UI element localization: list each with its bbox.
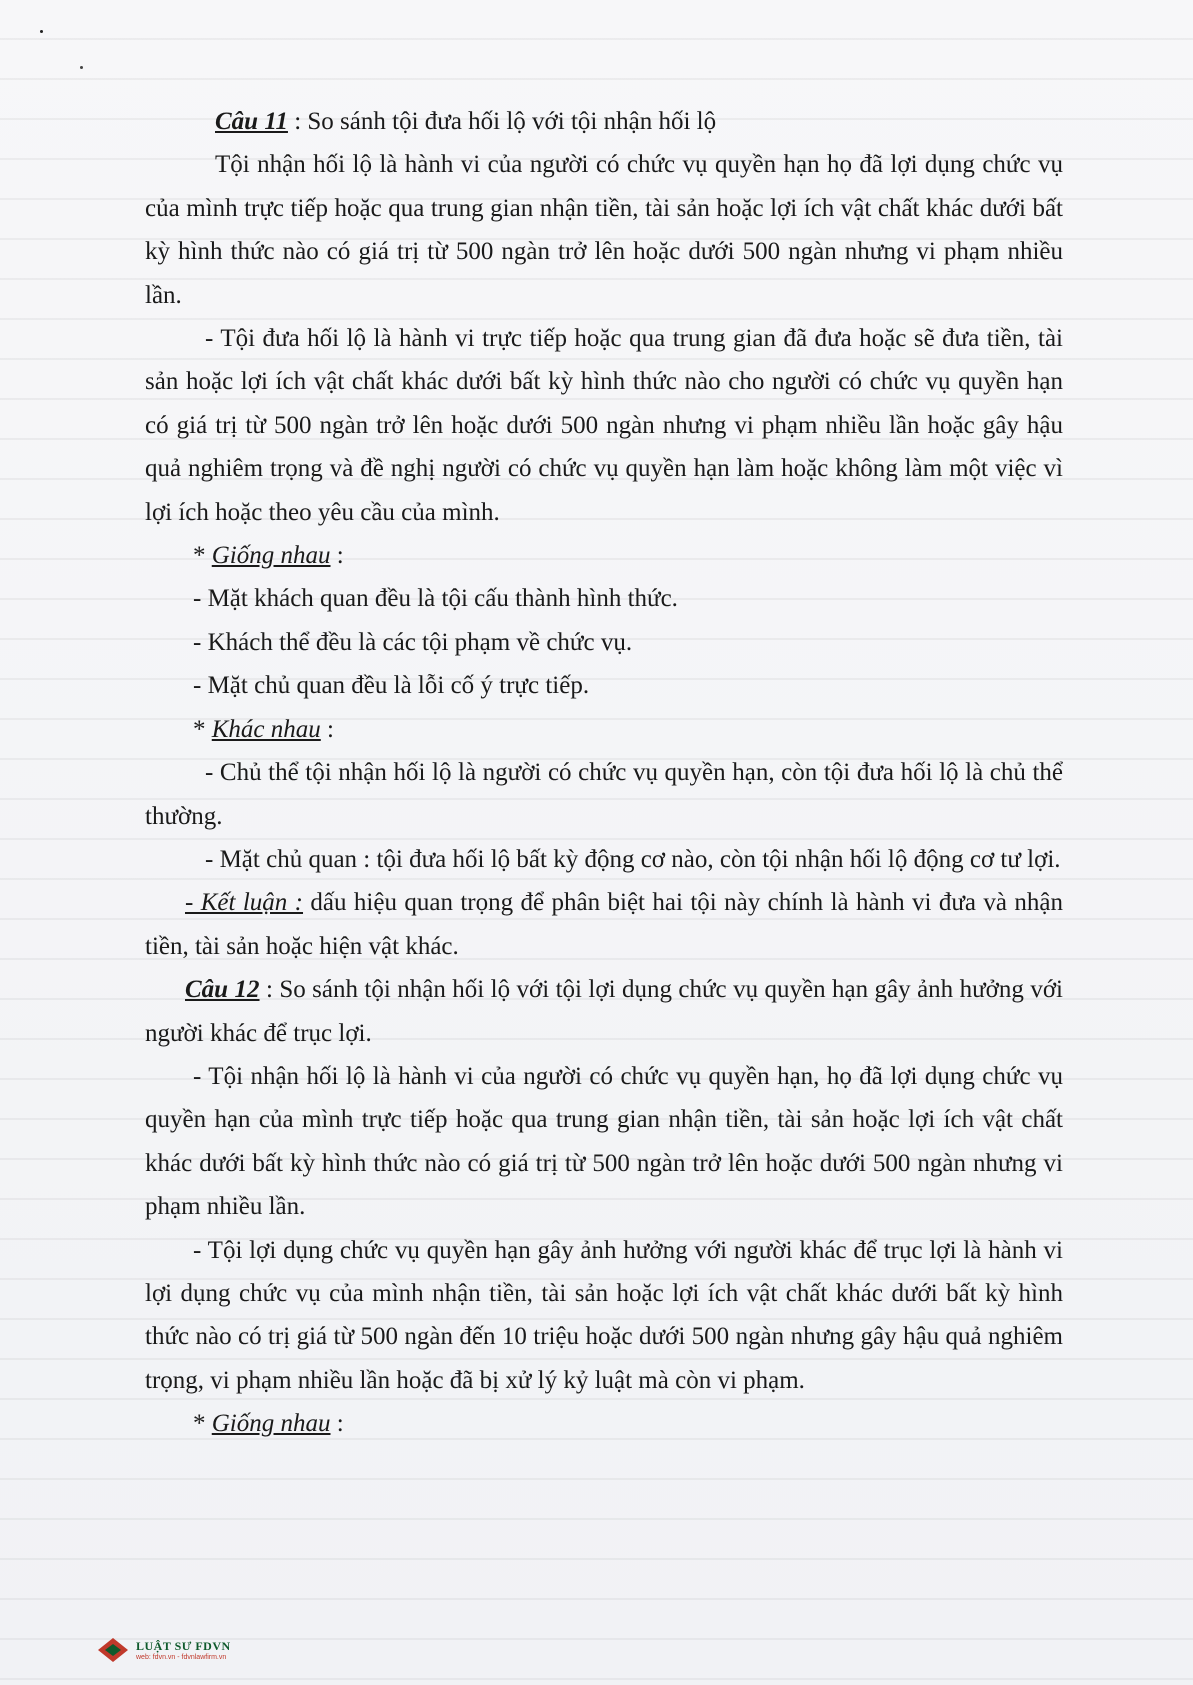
differences-label: Khác nhau: [211, 715, 321, 743]
scan-speck: [40, 30, 43, 33]
fdvn-logo-icon: [96, 1636, 130, 1664]
similarities-heading: [145, 534, 1063, 577]
similarities-label: Giống nhau: [211, 1410, 331, 1438]
footer-logo: [96, 1630, 356, 1670]
similarities-label: Giống nhau: [211, 542, 331, 570]
list-item: - Mặt khách quan đều là tội cấu thành hình thức.: [193, 585, 678, 613]
bullet-star: *: [193, 542, 212, 570]
conclusion-label: - Kết luận :: [185, 889, 304, 917]
question-12-heading: [145, 968, 1063, 1055]
question-11-label: Câu 11: [215, 108, 288, 135]
list-item: - Chủ thể tội nhận hối lộ là người có chức vụ quyền hạn, còn tội đưa hối lộ là chủ thể thường.: [145, 759, 1063, 830]
paragraph: - Tội đưa hối lộ là hành vi trực tiếp hoặc qua trung gian đã đưa hoặc sẽ đưa tiền, tài sản hoặc lợi ích vật chất khác dưới bất kỳ hình thức nào cho người có chức vụ quyền hạn có giá trị từ 500 ngàn trở lên hoặc dưới 500 ngàn nhưng vi phạm nhiều lần hoặc gây hậu quả nghiêm trọng và đề nghị người có chức vụ quyền hạn làm hoặc không làm một việc vì lợi ích hoặc theo yêu cầu của mình.: [145, 325, 1063, 526]
question-12-label: Câu 12: [185, 976, 260, 1004]
logo-name: LUẬT SƯ FDVN: [136, 1639, 231, 1653]
paragraph: Tội nhận hối lộ là hành vi của người có chức vụ quyền hạn họ đã lợi dụng chức vụ của mình trực tiếp hoặc qua trung gian nhận tiền, tài sản hoặc lợi ích vật chất khác dưới bất kỳ hình thức nào có giá trị từ 500 ngàn trở lên hoặc dưới 500 ngàn nhưng vi phạm nhiều lần.: [145, 151, 1063, 309]
conclusion: [145, 881, 1063, 968]
question-11-heading: [145, 100, 1063, 143]
document-body: [145, 100, 1063, 1446]
question-11-title: : So sánh tội đưa hối lộ với tội nhận hối lộ: [287, 108, 717, 135]
logo-subtitle: web: fdvn.vn - fdvnlawfirm.vn: [136, 1654, 227, 1661]
colon: :: [320, 715, 334, 743]
list-item: - Mặt chủ quan : tội đưa hối lộ bất kỳ động cơ nào, còn tội nhận hối lộ động cơ tư lợi.: [205, 845, 1061, 873]
colon: :: [330, 1410, 344, 1438]
colon: :: [330, 542, 344, 570]
conclusion-text: dấu hiệu quan trọng để phân biệt hai tội này chính là hành vi đưa và nhận tiền, tài sản hoặc hiện vật khác.: [145, 889, 1063, 960]
bullet-star: *: [193, 715, 212, 743]
paragraph: - Tội nhận hối lộ là hành vi của người có chức vụ quyền hạn, họ đã lợi dụng chức vụ quyền hạn của mình trực tiếp hoặc qua trung gian nhận tiền, tài sản hoặc lợi ích vật chất khác dưới bất kỳ hình thức nào có giá trị từ 500 ngàn trở lên hoặc dưới 500 ngàn nhưng vi phạm nhiều lần.: [145, 1062, 1063, 1221]
paragraph: - Tội lợi dụng chức vụ quyền hạn gây ảnh hưởng với người khác để trục lợi là hành vi lợi dụng chức vụ của mình nhận tiền, tài sản hoặc lợi ích vật chất khác dưới bất kỳ hình thức nào có trị giá từ 500 ngàn đến 10 triệu hoặc dưới 500 ngàn nhưng gây hậu quả nghiêm trọng, vi phạm nhiều lần hoặc đã bị xử lý kỷ luật mà còn vi phạm.: [145, 1236, 1063, 1394]
logo-text: [136, 1639, 231, 1661]
question-12-title: : So sánh tội nhận hối lộ với tội lợi dụng chức vụ quyền hạn gây ảnh hưởng với người khác để trục lợi.: [145, 976, 1063, 1047]
list-item: - Khách thể đều là các tội phạm về chức vụ.: [193, 628, 633, 656]
similarities-heading: [145, 1402, 1063, 1445]
list-item: - Mặt chủ quan đều là lỗi cố ý trực tiếp.: [193, 672, 590, 700]
scan-speck: [80, 66, 83, 69]
bullet-star: *: [193, 1410, 212, 1438]
differences-heading: [145, 708, 1063, 751]
